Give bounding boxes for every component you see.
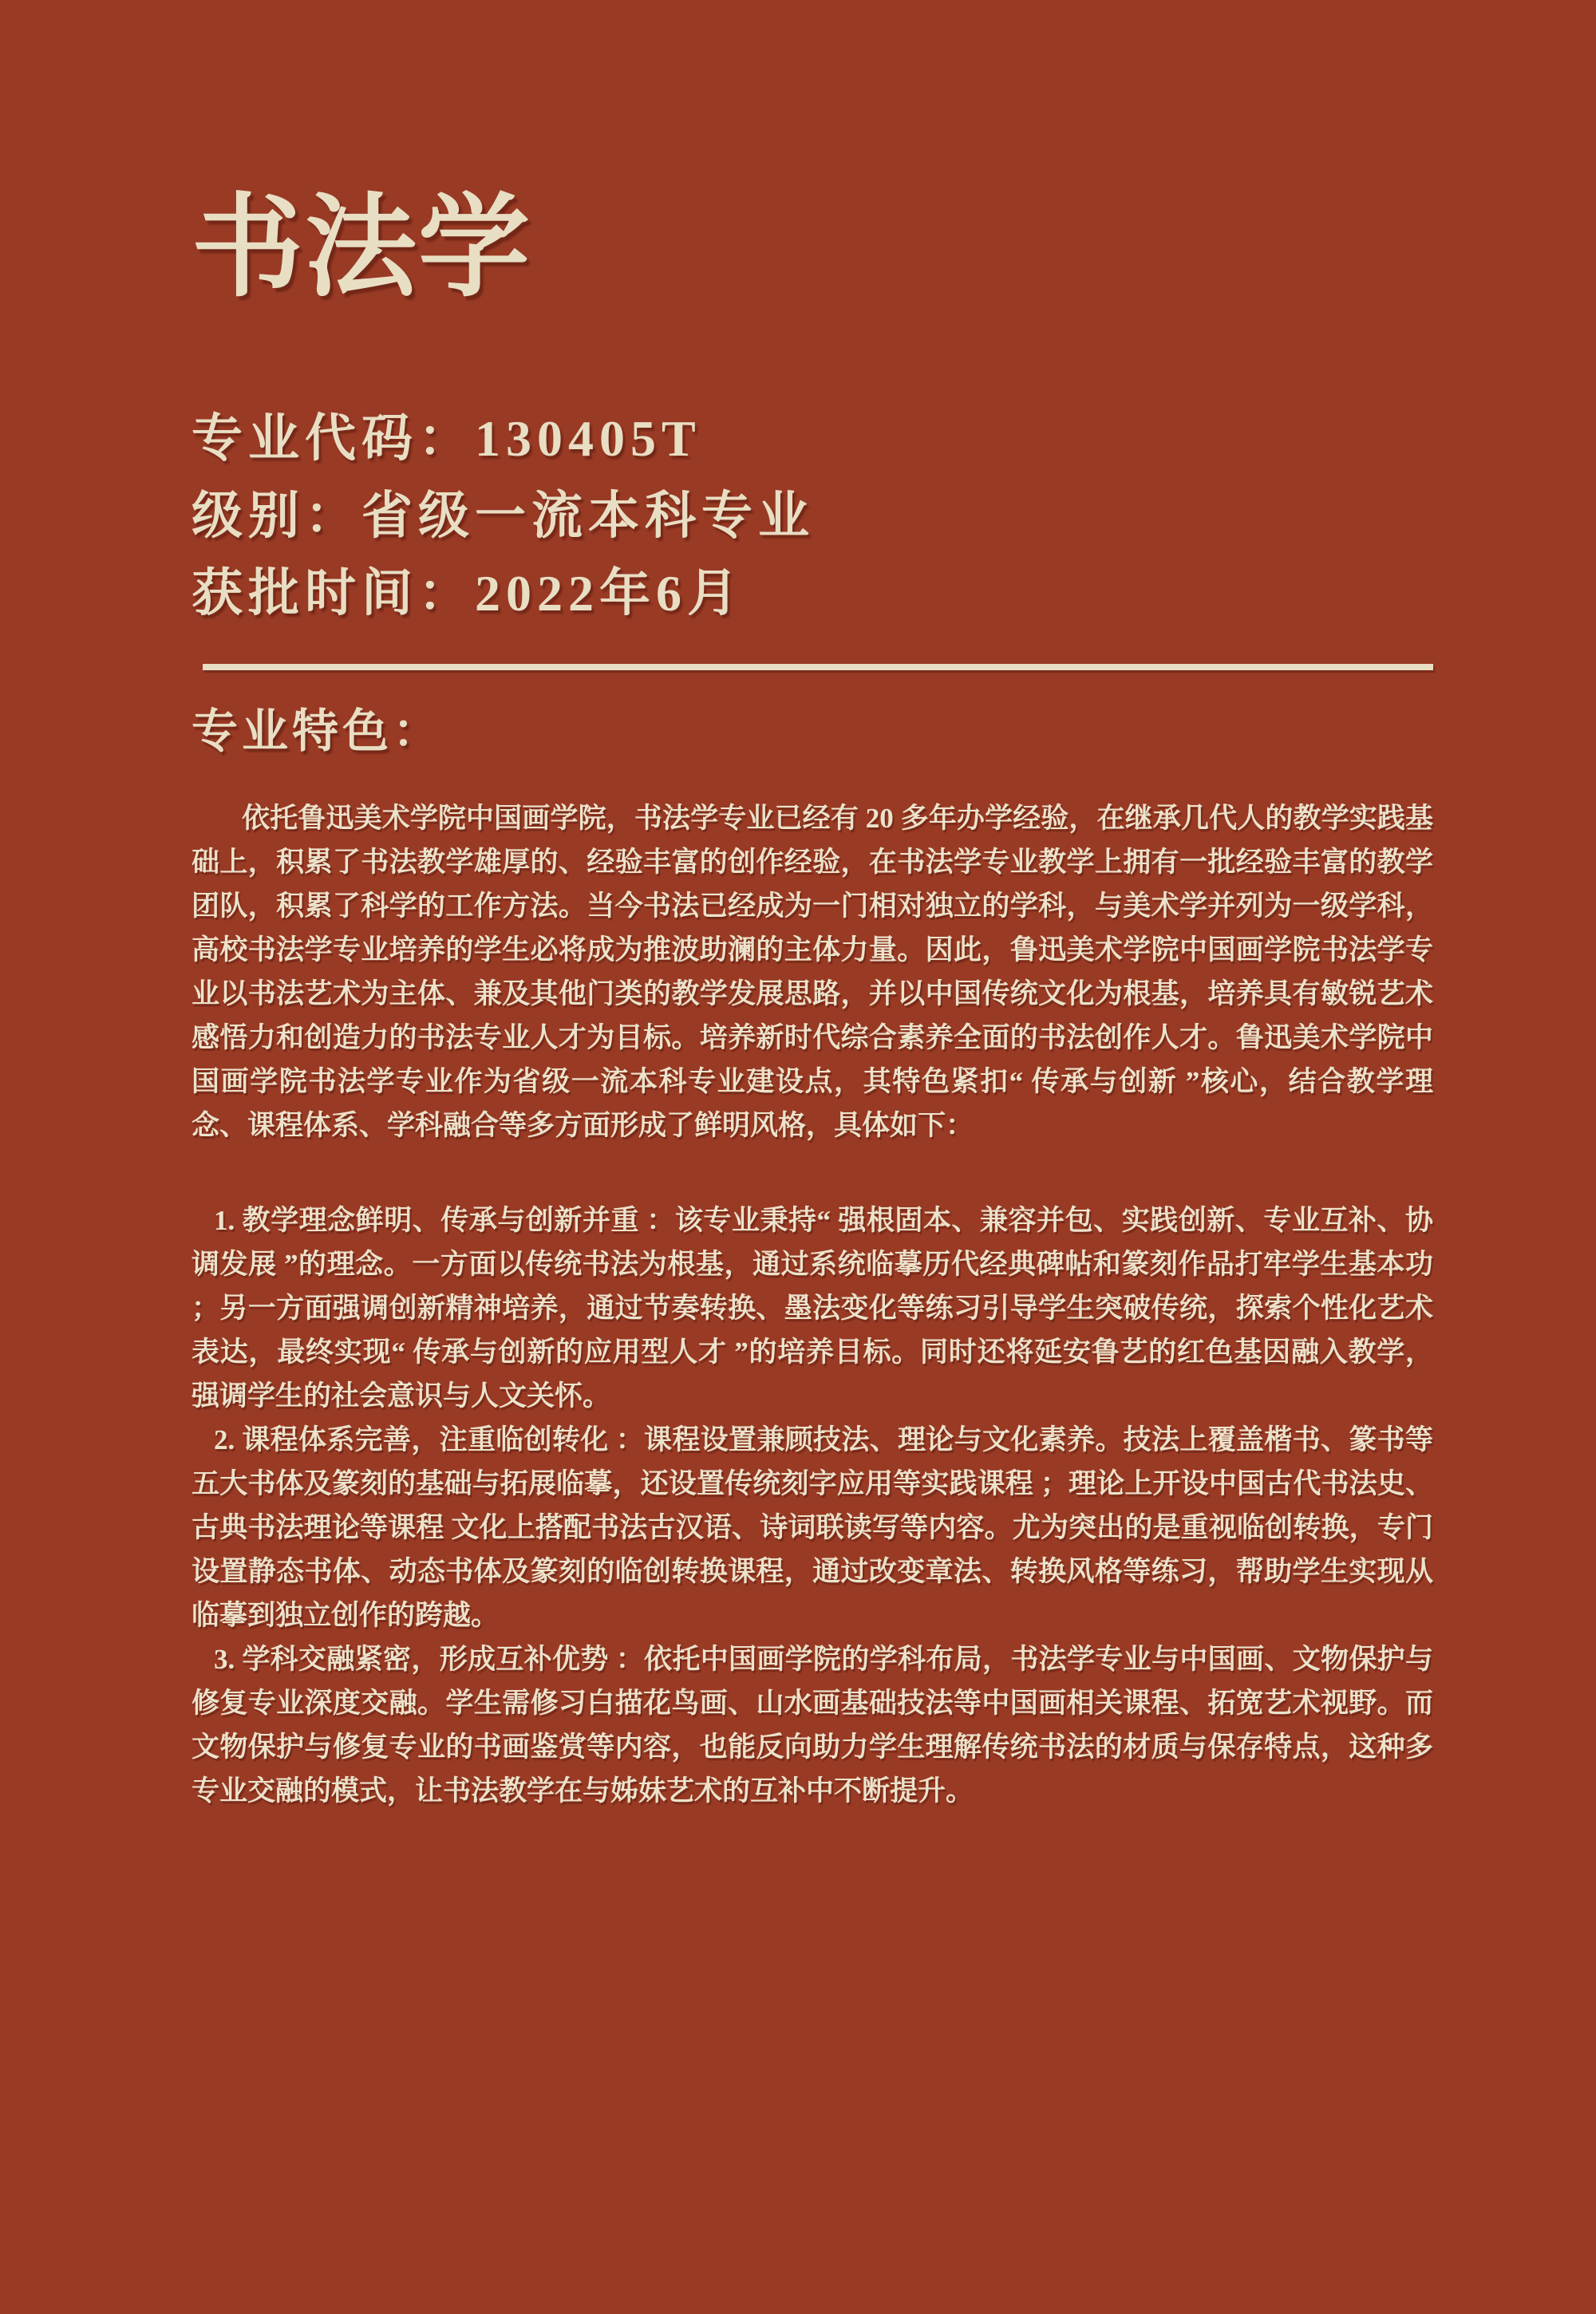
features-list <box>192 1198 1433 1813</box>
features-heading: 专业特色： <box>192 705 444 757</box>
feature-item-curriculum-system: 2. 课程体系完善，注重临创转化 ：课程设置兼顾技法、理论与文化素养。技法上覆盖楷书、篆书等五大书体及篆刻的基础与拓展临摹，还设置传统刻字应用等实践课程 ；理论上开设中国古代书法史、古典书法理论等课程 文化上搭配书法古汉语、诗词联读写等内容。尤为突出的是重视临创转换，专门设置静态书体、动态书体及篆刻的临创转换课程，通过改变章法、转换风格等练习，帮助学生实现从临摹到独立创作的跨越。 <box>192 1424 1433 1631</box>
info-line-approval-date: 获批时间：2022年6月 <box>192 565 744 622</box>
page-title: 书法学 <box>192 187 532 310</box>
divider-line <box>203 664 1433 670</box>
info-line-major-code: 专业代码：130405T <box>192 410 701 467</box>
feature-item-teaching-philosophy: 1. 教学理念鲜明、传承与创新并重 ：该专业秉持“ 强根固本、兼容并包、实践创新、专业互补、协调发展 ”的理念。一方面以传统书法为根基，通过系统临摹历代经典碑帖和篆刻作品打牢学生基本功 ；另一方面强调创新精神培养，通过节奏转换、墨法变化等练习引导学生突破传统，探索个性化艺术表达，最终实现“ 传承与创新的应用型人才 ”的培养目标。同时还将延安鲁艺的红色基因融入教学，强调学生的社会意识与人文关怀。 <box>192 1204 1433 1412</box>
info-line-level: 级别：省级一流本科专业 <box>192 488 815 544</box>
feature-item-discipline-integration: 3. 学科交融紧密，形成互补优势 ：依托中国画学院的学科布局，书法学专业与中国画、文物保护与修复专业深度交融。学生需修习白描花鸟画、山水画基础技法等中国画相关课程、拓宽艺术视野。而文物保护与修复专业的书画鉴赏等内容，也能反向助力学生理解传统书法的材质与保存特点，这种多专业交融的模式，让书法教学在与姊妹艺术的互补中不断提升。 <box>192 1643 1433 1807</box>
info-block <box>192 400 1433 632</box>
features-intro-paragraph: 依托鲁迅美术学院中国画学院，书法学专业已经有 20 多年办学经验，在继承几代人的教学实践基础上，积累了书法教学雄厚的、经验丰富的创作经验，在书法学专业教学上拥有一批经验丰富的教学团队，积累了科学的工作方法。当今书法已经成为一门相对独立的学科，与美术学并列为一级学科，高校书法学专业培养的学生必将成为推波助澜的主体力量。因此，鲁迅美术学院中国画学院书法学专业以书法艺术为主体、兼及其他门类的教学发展思路，并以中国传统文化为根基，培养具有敏锐艺术感悟力和创造力的书法专业人才为目标。培养新时代综合素养全面的书法创作人才。鲁迅美术学院中国画学院书法学专业作为省级一流本科专业建设点，其特色紧扣“ 传承与创新 ”核心，结合教学理念、课程体系、学科融合等多方面形成了鲜明风格，具体如下： <box>192 802 1433 1141</box>
